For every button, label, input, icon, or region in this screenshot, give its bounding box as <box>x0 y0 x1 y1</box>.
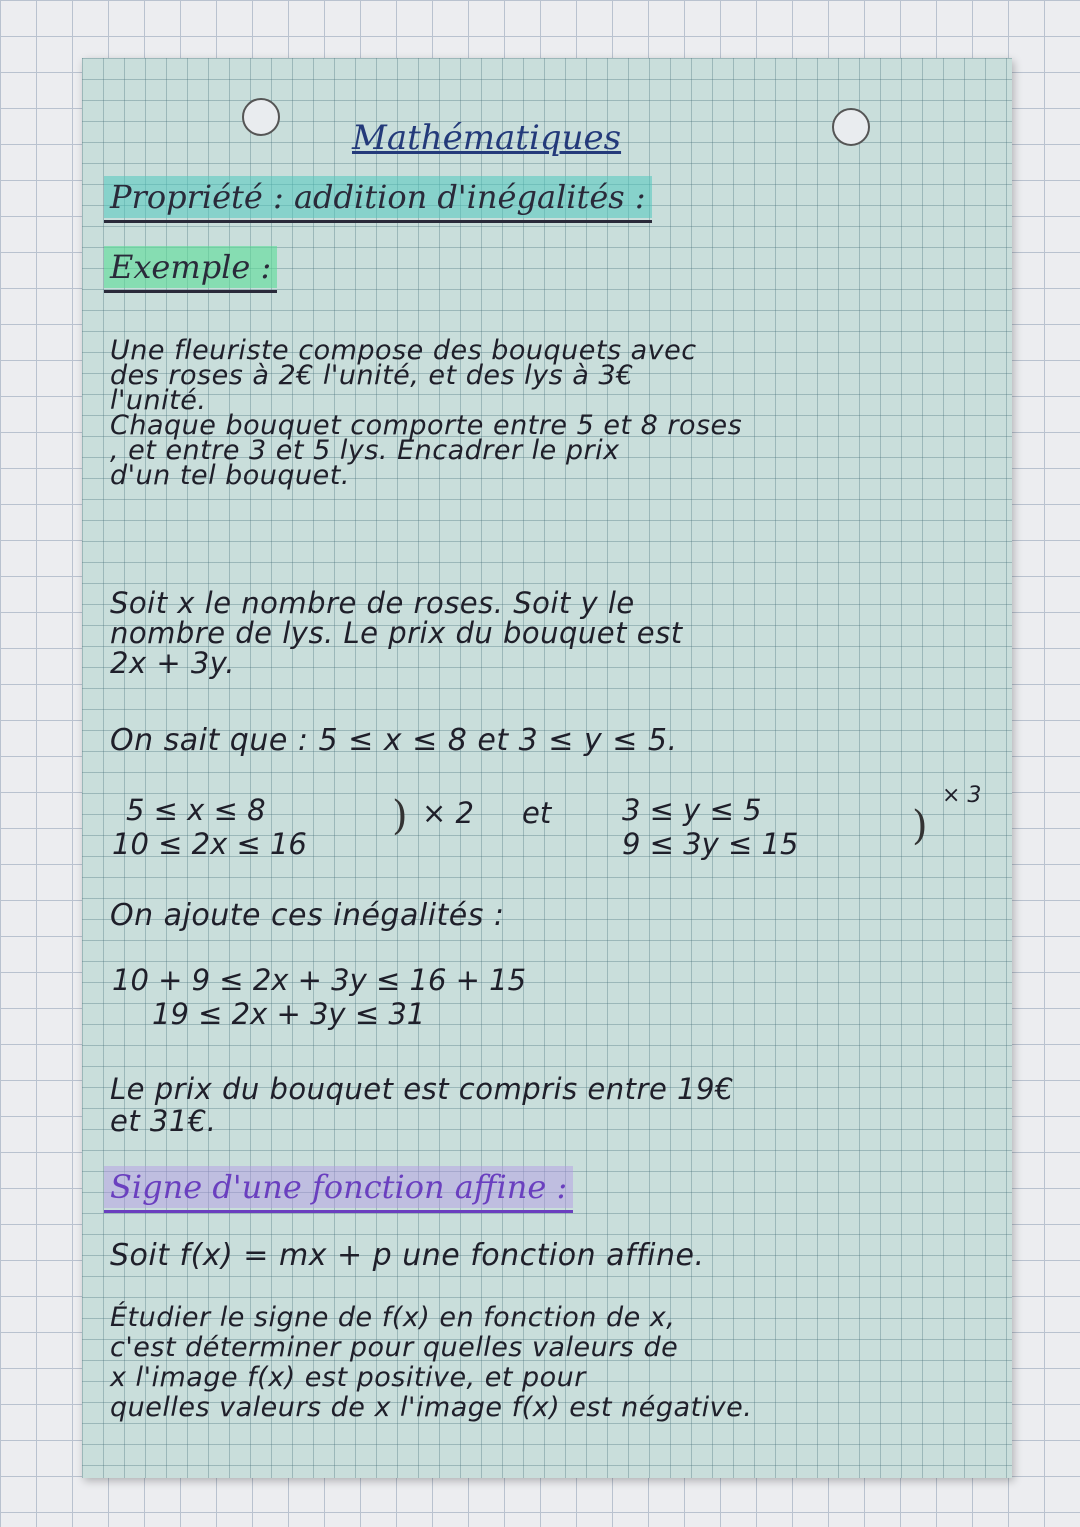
ineq-right-line: 9 ≤ 3y ≤ 15 <box>622 827 799 861</box>
problem-line: d'un tel bouquet. <box>110 460 350 491</box>
problem-line: des roses à 2€ l'unité, et des lys à 3€ <box>110 360 634 391</box>
function-definition: Soit f(x) = mx + p une fonction affine. <box>110 1238 705 1273</box>
ineq-right-line: 3 ≤ y ≤ 5 <box>622 793 762 827</box>
example-heading-text: Exemple : <box>104 246 277 288</box>
ineq-left <box>112 793 307 861</box>
study-line: Étudier le signe de f(x) en fonction de x, <box>110 1302 676 1333</box>
conclusion <box>110 1073 994 1137</box>
brace-right: ) <box>912 803 928 849</box>
punch-hole-left <box>242 98 280 136</box>
conclusion-line: Le prix du bouquet est compris entre 19€ <box>110 1072 734 1106</box>
multiplier-right: × 3 <box>942 783 982 808</box>
example-heading <box>104 248 277 293</box>
sign-study-paragraph <box>110 1303 994 1423</box>
multiplier-left: × 2 <box>422 796 474 830</box>
variables-paragraph <box>110 588 994 678</box>
study-line: x l'image f(x) est positive, et pour <box>110 1362 586 1393</box>
study-line: quelles valeurs de x l'image f(x) est négative. <box>110 1392 753 1423</box>
problem-line: , et entre 3 et 5 lys. Encadrer le prix <box>110 435 620 466</box>
ineq-left-line: 5 ≤ x ≤ 8 <box>126 793 266 827</box>
problem-line: Une fleuriste compose des bouquets avec <box>110 335 697 366</box>
and-word: et <box>522 796 552 830</box>
section2-heading-text: Signe d'une fonction affine : <box>104 1166 573 1208</box>
brace-left: ) <box>392 793 408 839</box>
variables-line: Soit x le nombre de roses. Soit y le <box>110 586 635 620</box>
sum-line: 19 ≤ 2x + 3y ≤ 31 <box>152 997 426 1031</box>
variables-line: 2x + 3y. <box>110 646 235 680</box>
ineq-left-line: 10 ≤ 2x ≤ 16 <box>112 827 307 861</box>
variables-line: nombre de lys. Le prix du bouquet est <box>110 616 683 650</box>
property-heading <box>104 178 652 223</box>
sum-inequalities <box>112 963 526 1031</box>
conclusion-line: et 31€. <box>110 1104 217 1138</box>
problem-line: Chaque bouquet comporte entre 5 et 8 roses <box>110 410 743 441</box>
punch-hole-right <box>832 108 870 146</box>
index-card <box>82 58 1012 1478</box>
property-heading-text: Propriété : addition d'inégalités : <box>104 176 652 218</box>
section2-heading <box>104 1168 573 1213</box>
add-inequalities: On ajoute ces inégalités : <box>110 898 505 933</box>
study-line: c'est déterminer pour quelles valeurs de <box>110 1332 679 1363</box>
problem-statement <box>110 335 994 491</box>
sum-line: 10 + 9 ≤ 2x + 3y ≤ 16 + 15 <box>112 963 527 997</box>
ineq-right <box>622 793 798 861</box>
known-bounds: On sait que : 5 ≤ x ≤ 8 et 3 ≤ y ≤ 5. <box>110 723 678 758</box>
page-title: Mathématiques <box>352 118 622 158</box>
problem-line: l'unité. <box>110 385 207 416</box>
